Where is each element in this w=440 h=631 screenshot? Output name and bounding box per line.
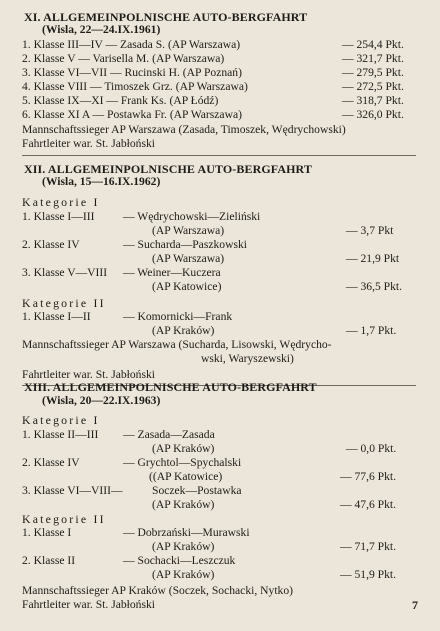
result-score: — 77,6 Pkt. — [340, 470, 397, 483]
result-score: — 3,7 Pkt — [346, 224, 394, 237]
team-winner: Mannschaftssieger AP Warszawa (Sucharda, Lisowski, Wędrycho- — [22, 338, 332, 351]
result-drivers: — Wędrychowski—Zieliński — [123, 210, 261, 223]
result-line: 1. Klasse III—IV — Zasada S. (AP Warszawa) — [22, 38, 241, 51]
result-drivers: — Zasada—Zasada — [123, 428, 215, 441]
category-heading: Kategorie I — [22, 413, 100, 427]
team-winner: Mannschaftssieger AP Kraków (Soczek, Sochacki, Nytko) — [22, 584, 293, 597]
result-score: — 36,5 Pkt. — [346, 280, 403, 293]
event-leader: Fahrtleiter war. St. Jabłoński — [22, 368, 155, 381]
page-number: 7 — [412, 598, 418, 612]
result-club: (AP Kraków) — [152, 442, 215, 455]
result-club: (AP Kraków) — [152, 498, 215, 511]
result-score: — 51,9 Pkt. — [340, 568, 397, 581]
section-title: XI. ALLGEMEINPOLNISCHE AUTO-BERGFAHRT — [24, 10, 308, 24]
result-score: — 254,4 Pkt. — [342, 38, 404, 51]
result-class: 3. Klasse VI—VIII— — [22, 484, 123, 497]
section-title: XIII. ALLGEMEINPOLNISCHE AUTO-BERGFAHRT — [24, 380, 317, 394]
result-class: 1. Klasse I—II — [22, 310, 91, 323]
section-divider — [22, 155, 416, 156]
result-line: 6. Klasse XI A — Postawka Fr. (AP Warszawa) — [22, 108, 242, 121]
result-score: — 47,6 Pkt. — [340, 498, 397, 511]
result-class: 2. Klasse II — [22, 554, 76, 567]
team-winner: Mannschaftssieger AP Warszawa (Zasada, Timoszek, Wędrychowski) — [22, 123, 346, 136]
section-subtitle: (Wisla, 20—22.IX.1963) — [42, 394, 161, 407]
result-class: 3. Klasse V—VIII — [22, 266, 108, 279]
result-class: 1. Klasse I — [22, 526, 72, 539]
result-line: 2. Klasse V — Varisella M. (AP Warszawa) — [22, 52, 225, 65]
result-club: (AP Kraków) — [152, 568, 215, 581]
result-score: — 318,7 Pkt. — [342, 94, 404, 107]
event-leader: Fahrtleiter war. St. Jabłoński — [22, 598, 155, 611]
category-heading: Kategorie I — [22, 195, 100, 209]
category-heading: Kategorie II — [22, 512, 106, 526]
result-drivers: — Weiner—Kuczera — [123, 266, 221, 279]
result-drivers: — Sucharda—Paszkowski — [123, 238, 247, 251]
section-title: XII. ALLGEMEINPOLNISCHE AUTO-BERGFAHRT — [24, 162, 312, 176]
result-club: ((AP Katowice) — [149, 470, 223, 483]
result-drivers: — Komornicki—Frank — [123, 310, 233, 323]
result-line: 4. Klasse VIII — Timoszek Grz. (AP Warszawa) — [22, 80, 248, 93]
result-score: — 272,5 Pkt. — [342, 80, 404, 93]
section-subtitle: (Wisla, 15—16.IX.1962) — [42, 175, 161, 188]
result-score: — 326,0 Pkt. — [342, 108, 404, 121]
result-club: (AP Kraków) — [152, 324, 215, 337]
result-line: 5. Klasse IX—XI — Frank Ks. (AP Łódź) — [22, 94, 219, 107]
result-score: — 0,0 Pkt. — [346, 442, 397, 455]
result-club: (AP Warszawa) — [152, 252, 225, 265]
result-score: — 71,7 Pkt. — [340, 540, 397, 553]
result-club: (AP Katowice) — [152, 280, 222, 293]
result-line: 3. Klasse VI—VII — Rucinski H. (AP Poznań) — [22, 66, 242, 79]
result-class: 1. Klasse I—III — [22, 210, 95, 223]
result-score: — 21,9 Pkt — [346, 252, 400, 265]
result-class: 2. Klasse IV — [22, 456, 80, 469]
result-club: (AP Warszawa) — [152, 224, 225, 237]
result-drivers: — Dobrzański—Murawski — [123, 526, 250, 539]
event-leader: Fahrtleiter war. St. Jabłoński — [22, 137, 155, 150]
section-subtitle: (Wisla, 22—24.IX.1961) — [42, 23, 161, 36]
result-class: 2. Klasse IV — [22, 238, 80, 251]
result-score: — 279,5 Pkt. — [342, 66, 404, 79]
result-drivers: — Grychtol—Spychalski — [123, 456, 242, 469]
result-score: — 1,7 Pkt. — [346, 324, 397, 337]
result-club: (AP Kraków) — [152, 540, 215, 553]
category-heading: Kategorie II — [22, 296, 106, 310]
result-class: 1. Klasse II—III — [22, 428, 99, 441]
result-score: — 321,7 Pkt. — [342, 52, 404, 65]
result-drivers: Soczek—Postawka — [152, 484, 242, 497]
team-winner-continued: wski, Waryszewski) — [201, 352, 294, 365]
result-drivers: — Sochacki—Leszczuk — [123, 554, 236, 567]
